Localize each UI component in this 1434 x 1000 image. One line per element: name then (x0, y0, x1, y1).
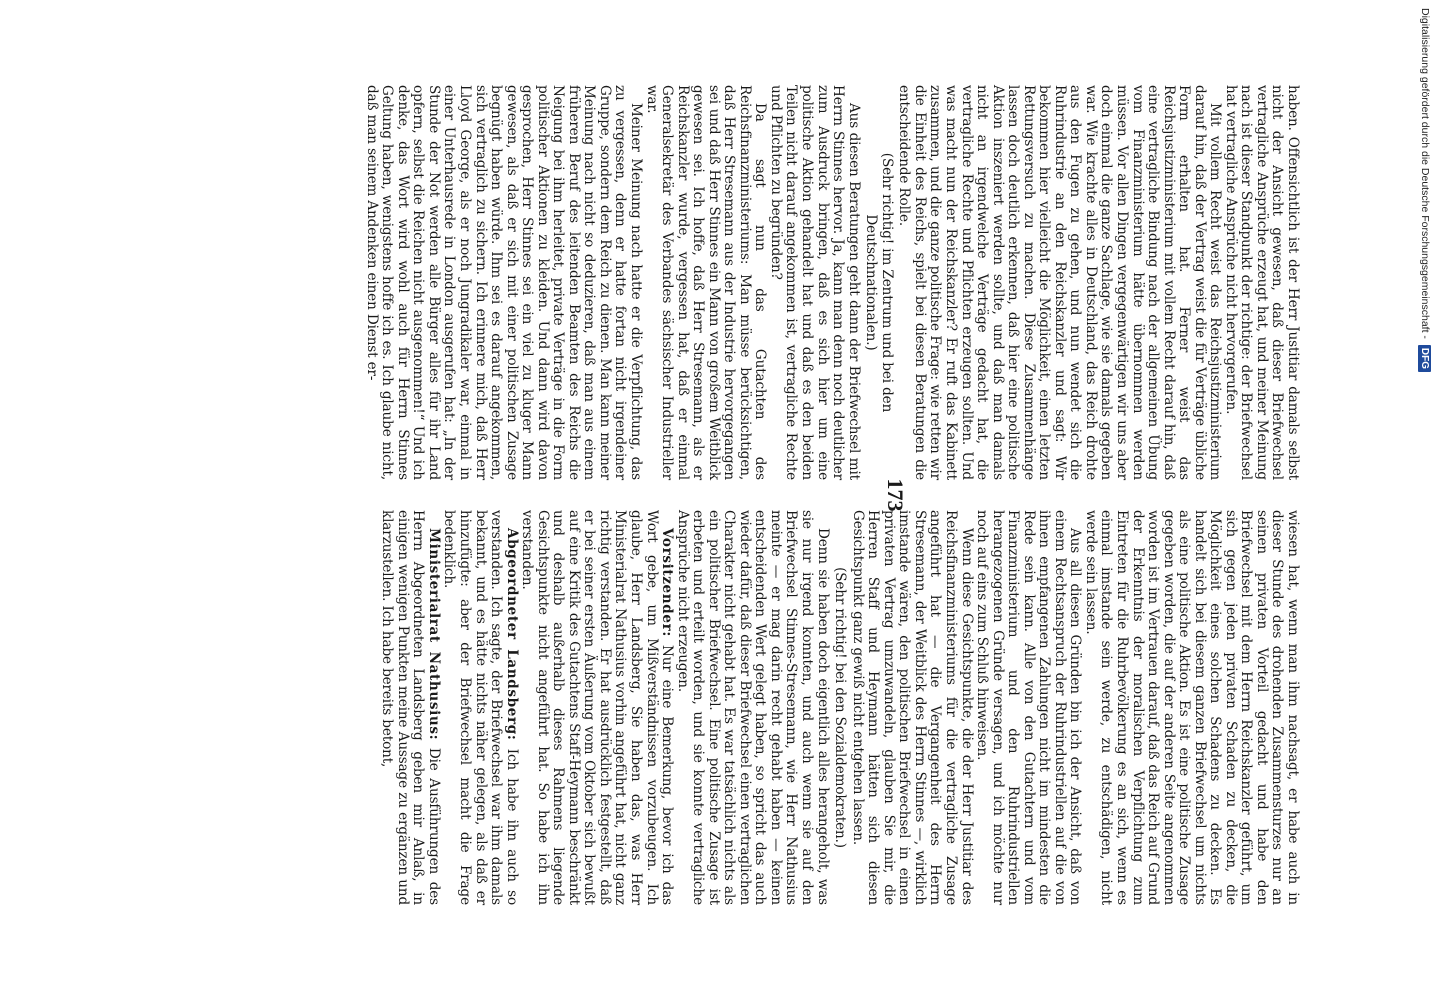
speaker-text: Die Ausführungen des Herrn Abgeordneten Landsberg geben mir Anlaß, in einigen wenigen Punkten meine Aussage zu ergänzen und klarzustellen. Ich habe bereits betont, (379, 510, 442, 905)
speaker-text: Ich habe ihn auch so verstanden. Ich sagte, der Briefwechsel war ihm damals bekannt, und es hätte nichts näher gelegen, als daß er hinzufügte: aber der Briefwechsel macht die Frage bedenklich. (441, 510, 520, 906)
page-number: 173 (883, 478, 908, 512)
speaker-paragraph (519, 510, 674, 905)
credit-text: Digitalisierung gefördert durch die Deutsche Forschungsgemeinschaft - (1419, 8, 1431, 339)
right-text-column (379, 510, 1301, 906)
speaker-text: Nur eine Bemerkung, bevor ich das Wort gebe, um Mißverständnissen vorzubeugen. Ich glaube, Herr Landsberg, Sie haben das, was Herr Ministerialrat Nathusius vorhin angeführt hat, nicht ganz richtig verstanden. Er hat ausdrücklich festgestellt, daß er bei seiner ersten Äußerung vom Oktober sich bewußt auf eine Kritik des Gutachtens Staff-Heymann beschränkt und deshalb außerhalb dieses Rahmens liegende Gesichtspunkte nicht angeführt hat. So habe ich ihn verstanden. (519, 510, 676, 905)
interjection: (Sehr richtig! bei den Sozialdemokraten.) (832, 567, 849, 848)
dfg-logo: DFG (1419, 345, 1432, 372)
speaker-name: Vorsitzender: (659, 528, 676, 638)
paragraph: Wenn diese Gesichtspunkte, die der Herr Justitiar des Reichsfinanzministeriums für die vertragliche Zusage angeführt hat — die Vergangenheit des Herrn Stresemann, der Weitblick des Herrn Stinnes —, wirklich imstande wären, den politischen Briefwechsel in einen privaten Vertrag umzuwandeln, glauben Sie mir, die Herren Staff und Heymann hätten sich diesen Gesichtspunkt ganz gewiß nicht entgehen lassen. (849, 510, 975, 905)
interjection: (Sehr richtig! im Zentrum und bei den Deutschnationalen.) (863, 152, 895, 413)
speaker-name: Ministerialrat Nathusius: (425, 528, 442, 741)
speaker-paragraph (441, 510, 519, 905)
paragraph: Mit vollem Recht weist das Reichsjustizministerium darauf hin, daß der Vertrag weist die für Verträge übliche Form erhalten hat. Ferner weist das Reichsjustizministerium mit vollem Recht darauf hin, daß eine vertragliche Bindung nach der allgemeinen Übung vom Finanzministerium hätte übernommen werden müssen. Vor allen Dingen vergegenwärtigen wir uns aber doch einmal die ganze Sachlage, wie sie damals gegeben war. Wie krachte alles in Deutschland, das Reich drohte aus den Fugen zu gehen, und nun wendet sich die Ruhrindustrie an den Reichskanzler und sagt: Wir bekommen hier vielleicht die Möglichkeit, einen letzten Rettungsversuch zu machen. Diese Zusammenhänge lassen doch deutlich erkennen, daß hier eine politische Aktion inszeniert werden sollte, und daß man damals nicht an irgendwelche Verträge gedacht hat, die vertragliche Rechte und Pflichten erzeugen sollten. Und was macht nun der Reichskanzler? Er ruft das Kabinett zusammen, und die ganze politische Frage: wie retten wir die Einheit des Reichs, spielt bei diesen Beratungen die entscheidende Rolle. (896, 85, 1224, 480)
document-page (120, 85, 1300, 905)
paragraph: wiesen hat, wenn man ihm nachsagt, er habe auch in dieser Stunde des drohenden Zusammensturzes nur an seinen privaten Vorteil gedacht und habe den Briefwechsel mit dem Herrn Reichskanzler geführt, um sich gegen jeden privaten Schaden zu decken, die Möglichkeit eines solchen Schadens zu decken. Es handelt sich bei diesem ganzen Briefwechsel um nichts als eine politische Aktion. Es ist eine politische Zusage gegeben worden, die auf der anderen Seite angenommen worden ist im Vertrauen darauf, daß das Reich auf Grund der Erkenntnis der moralischen Verpflichtung zum Eintreten für die Ruhrbevölkerung es an sich, wenn es einmal imstande sein werde, zu entschädigen, nicht werde sein lassen. (1082, 510, 1301, 905)
paragraph: haben. Offensichtlich ist der Herr Justitiar damals selbst nicht der Ansicht gewesen, daß dieser Briefwechsel vertragliche Ansprüche erzeugt hat, und meiner Meinung nach ist dieser Standpunkt der richtige: der Briefwechsel hat vertragliche Ansprüche nicht hervorgerufen. (1222, 85, 1301, 480)
paragraph: Aus all diesen Gründen bin ich der Ansicht, daß von einem Rechtsanspruch der Ruhrindustriellen auf die von ihnen empfangenen Zahlungen nicht im mindesten die Rede sein kann. Alle von den Gutachtern und vom Finanzministerium und den Ruhrindustriellen herangezogenen Gründe versagen, und ich möchte nur noch auf eins zum Schluß hinweisen. (974, 510, 1084, 905)
funding-credit (1417, 8, 1433, 698)
paragraph: Meiner Meinung nach hatte er die Verpflichtung, das zu vergessen, denn er hatte fortan nicht irgendeiner Gruppe, sondern dem Reich zu dienen. Man kann meiner Meinung nach nicht so deduzieren, daß man aus einem früheren Beruf des leitenden Beamten des Reichs die Neigung bei ihm herleitet, private Verträge in die Form politischer Aktionen zu kleiden. Und dann wird davon gesprochen, Herr Stinnes sei ein viel zu kluger Mann gewesen, als daß er sich mit einer politischen Zusage begnügt haben würde. Ihm sei es darauf angekommen, sich vertraglich zu sichern. Ich erinnere mich, daß Herr Lloyd George, als er noch Jungradikaler war, einmal in einer Unterhausrede in London ausgerufen hat: „In der Stunde der Not werden alle Bürger alles für ihr Land opfern, selbst die Reichen nicht ausgenommen!“ Und ich denke, das Wort wird wohl auch für Herrn Stinnes Geltung haben, wenigstens hoffe ich es. Ich glaube nicht, daß man seinem Andenken einen Dienst er- (363, 85, 645, 480)
paragraph: Da sagt nun das Gutachten des Reichsfinanzministeriums: Man müsse berücksichtigen, daß Herr Stresemann aus der Industrie hervorgegangen sei und daß Herr Stinnes ein Mann von großem Weitblick gewesen sei. Ich hoffe, daß Herr Stresemann, als er Reichskanzler wurde, vergessen hat, daß er einmal Generalsekretär des Verbandes sächsischer Industrieller war. (643, 85, 769, 480)
paragraph: Denn sie haben doch eigentlich alles herangeholt, was sie nur irgend konnten, und auch wenn sie auf den Briefwechsel Stinnes-Stresemann, wie Herr Nathusius meinte — er mag darin recht gehabt haben — keinen entscheidenden Wert gelegt haben, so spricht das auch wieder dafür, daß dieser Briefwechsel einen vertraglichen Charakter nicht gehabt hat. Es war tatsächlich nichts als ein politischer Briefwechsel. Eine politische Zusage ist erbeten und erteilt worden, und sie konnte vertragliche Ansprüche nicht erzeugen. (674, 510, 831, 905)
speaker-name: Abgeordneter Landsberg: (503, 528, 520, 741)
paragraph: Aus diesen Beratungen geht dann der Briefwechsel mit Herrn Stinnes hervor. Ja, kann man denn noch deutlicher zum Ausdruck bringen, daß es sich hier um eine politische Aktion gehandelt hat und daß es den beiden Teilen nicht darauf angekommen ist, vertragliche Rechte und Pflichten zu begründen? (767, 85, 862, 480)
speaker-paragraph (379, 510, 441, 905)
